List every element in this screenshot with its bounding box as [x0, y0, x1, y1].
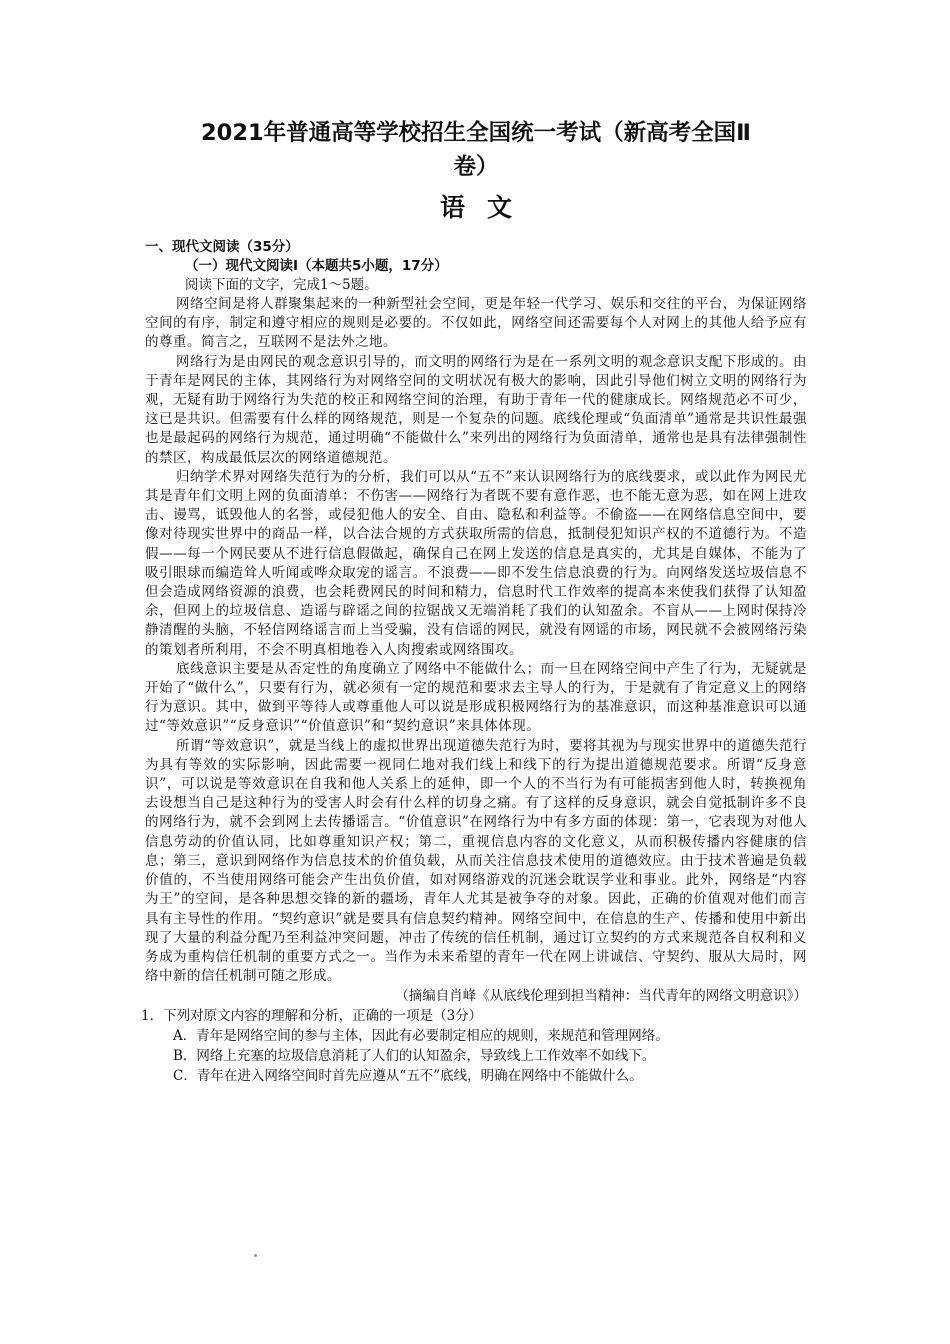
exam-page [141, 116, 807, 1086]
scan-speck [254, 1254, 257, 1257]
exam-title-line1: 2021年普通高等学校招生全国统一考试（新高考全国Ⅱ [201, 120, 751, 146]
passage-paragraph-2: 网络行为是由网民的观念意识引导的，而文明的网络行为是在一系列文明的观念意识支配下形成的。由于青年是网民的主体，其网络行为对网络空间的文明状况有极大的影响，因此引导他们树立文明的网络行为观，无疑有助于网络行为失范的校正和网络空间的治理，有助于青年一代的健康成长。网络规范必不可少，这已是共识。但需要有什么样的网络规范，则是一个复杂的问题。底线伦理或“负面清单”通常是共识性最强也是最起码的网络行为规范，通过明确“不能做什么”来列出的网络行为负面清单，通常也是具有法律强制性的禁区，构成最低层次的网络道德规范。 [145, 353, 807, 466]
passage-paragraph-4: 底线意识主要是从否定性的角度确立了网络中不能做什么；而一旦在网络空间中产生了行为，无疑就是开始了“做什么”，只要有行为，就必须有一定的规范和要求去主导人的行为，于是就有了肯定意义上的网络行为意识。其中，做到平等待人或尊重他人可以说是形成积极网络行为的基准意识，而这种基准意识可以通过“等效意识”“反身意识”“价值意识”和“契约意识”来具体体现。 [145, 660, 807, 735]
passage-source: （摘编自肖峰《从底线伦理到担当精神：当代青年的网络文明意识》） [395, 988, 807, 1005]
passage-paragraph-1: 网络空间是将人群聚集起来的一种新型社会空间，更是年轻一代学习、娱乐和交往的平台，为保证网络空间的有序，制定和遵守相应的规则是必要的。不仅如此，网络空间还需要每个人对网上的其他人给予应有的尊重。简言之，互联网不是法外之地。 [145, 296, 807, 351]
option-b: B．网络上充塞的垃圾信息消耗了人们的认知盈余，导致线上工作效率不如线下。 [173, 1048, 656, 1065]
passage-paragraph-5: 所谓“等效意识”，就是当线上的虚拟世界出现道德失范行为时，要将其视为与现实世界中的道德失范行为具有等效的实际影响，因此需要一视同仁地对我们线上和线下的行为提出道德规范要求。所谓“反身意识”，可以说是等效意识在自我和他人关系上的延伸，即一个人的不当行为有可能损害到他人时，转换视角去设想当自己是这种行为的受害人时会有什么样的切身之痛。有了这样的反身意识，就会自觉抵制许多不良的网络行为，就不会到网上去传播谣言。“价值意识”在网络行为中有多方面的体现：第一，它表现为对他人信息劳动的价值认同，比如尊重知识产权；第二，重视信息内容的文化意义，从而积极传播内容健康的信息；第三，意识到网络作为信息技术的价值负载，从而关注信息技术使用的道德效应。由于技术普遍是负载价值的，不当使用网络可能会产生出负价值，如对网络游戏的沉迷会耽误学业和事业。此外，网络是“内容为王”的空间，是各种思想交锋的新的疆场，青年人尤其是被争夺的对象。因此，正确的价值观对他们而言具有主导性的作用。“契约意识”就是要具有信息契约精神。网络空间中，在信息的生产、传播和使用中新出现了大量的利益分配乃至利益冲突问题，冲击了传统的信任机制，通过订立契约的方式来规范各自权利和义务成为重构信任机制的重要方式之一。当作为未来希望的青年一代在网上讲诚信、守契约、服从大局时，网络中新的信任机制可随之形成。 [145, 737, 807, 985]
option-a: A．青年是网络空间的参与主体，因此有必要制定相应的规则，来规范和管理网络。 [173, 1028, 669, 1045]
exam-title [145, 116, 807, 184]
reading-instruction: 阅读下面的文字，完成1～5题。 [185, 277, 378, 293]
question-1-stem: 1．下列对原文内容的理解和分析，正确的一项是（3分） [141, 1008, 483, 1025]
exam-title-line2: 卷） [453, 154, 499, 180]
subsection-heading: （一）现代文阅读Ⅰ（本题共5小题，17分） [185, 258, 448, 274]
reading-passage [145, 295, 807, 986]
option-c: C．青年在进入网络空间时首先应遵从“五不”底线，明确在网络中不能做什么。 [173, 1068, 643, 1085]
passage-paragraph-3: 归纳学术界对网络失范行为的分析，我们可以从“五不”来认识网络行为的底线要求，或以此作为网民尤其是青年们文明上网的负面清单：不伤害——网络行为者既不要有意作恶，也不能无意为恶，如在网上进攻击、谩骂，诋毁他人的名誉，或侵犯他人的安全、自由、隐私和利益等。不偷盗——在网络信息空间中，要像对待现实世界中的商品一样，以合法合规的方式获取所需的信息，抵制侵犯知识产权的不道德行为。不造假——每一个网民要从不进行信息假做起，确保自己在网上发送的信息是真实的，尤其是自媒体，不能为了吸引眼球而编造耸人听闻或哗众取宠的谣言。不浪费——即不发生信息浪费的行为。向网络发送垃圾信息不但会造成网络资源的浪费，也会耗费网民的时间和精力，信息时代工作效率的提高本来使我们获得了认知盈余，但网上的垃圾信息、造谣与辟谣之间的拉锯战又无端消耗了我们的认知盈余。不盲从——上网时保持冷静清醒的头脑，不轻信网络谣言而上当受骗，没有信谣的网民，就没有网谣的市场，网民就不会被网络污染的策划者所利用，不会不明真相地卷入人肉搜索或网络围攻。 [145, 468, 807, 658]
question-1-options [145, 1026, 807, 1086]
section-heading: 一、现代文阅读（35分） [145, 239, 299, 255]
subject-title: 语文 [439, 193, 534, 222]
